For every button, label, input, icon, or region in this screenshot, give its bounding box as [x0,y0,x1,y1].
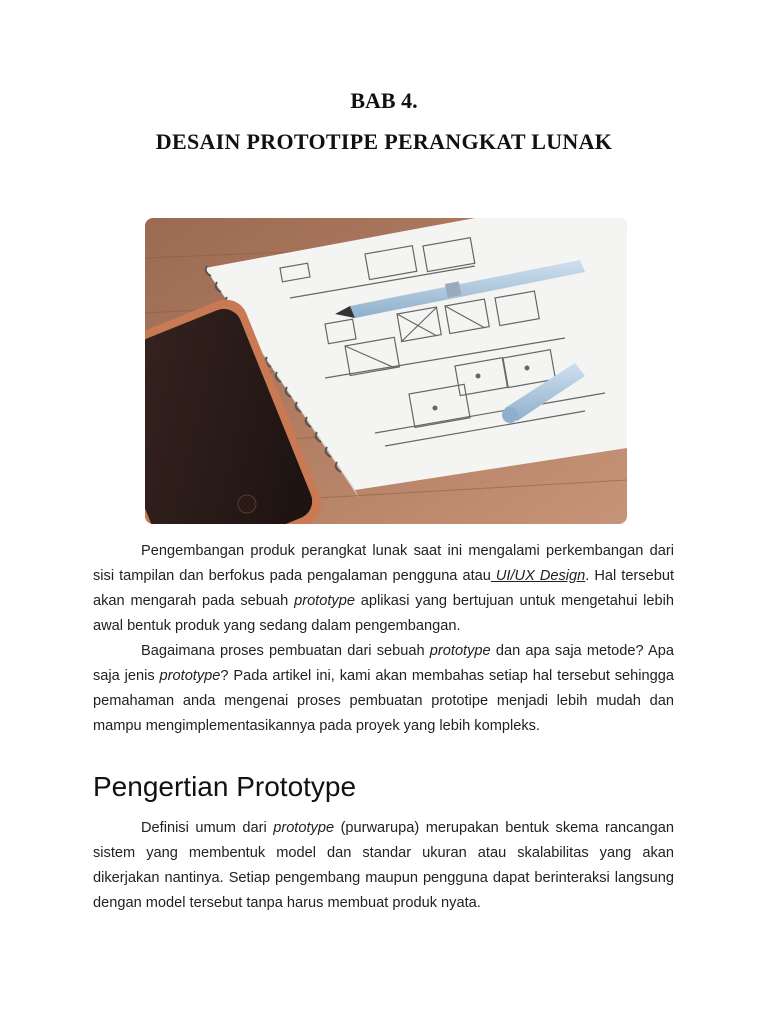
definition-paragraph: Definisi umum dari prototype (purwarupa) merupakan bentuk skema rancangan sistem yang membentuk model dan standar ukuran atau skalabilitas yang akan dikerjakan nantinya. Setiap pengembang maupun pengguna dapat berinteraksi langsung dengan model tersebut tanpa harus membuat produk nyata. [93,820,674,911]
uiux-design-link[interactable]: UI/UX Design [490,568,586,584]
section-heading: Pengertian Prototype [93,771,357,802]
question-paragraph: Bagaimana proses pembuatan dari sebuah prototype dan apa saja metode? Apa saja jenis prototype? Pada artikel ini, kami akan membahas setiap hal tersebut sehingga pemahaman anda mengenai proses pembuatan prototipe menjadi lebih mudah dan mampu mengimplementasikannya pada proyek yang lebih kompleks. [93,643,674,734]
wireframe-sketch-photo [145,218,627,524]
intro-paragraph: Pengembangan produk perangkat lunak saat ini mengalami perkembangan dari sisi tampilan dan berfokus pada pengalaman pengguna atau UI/UX Design. Hal tersebut akan mengarah pada sebuah prototype aplikasi yang bertujuan untuk mengetahui lebih awal bentuk produk yang sedang dalam pengembangan. [93,543,674,634]
chapter-number: BAB 4. [350,88,418,113]
chapter-title: DESAIN PROTOTIPE PERANGKAT LUNAK [155,129,613,154]
